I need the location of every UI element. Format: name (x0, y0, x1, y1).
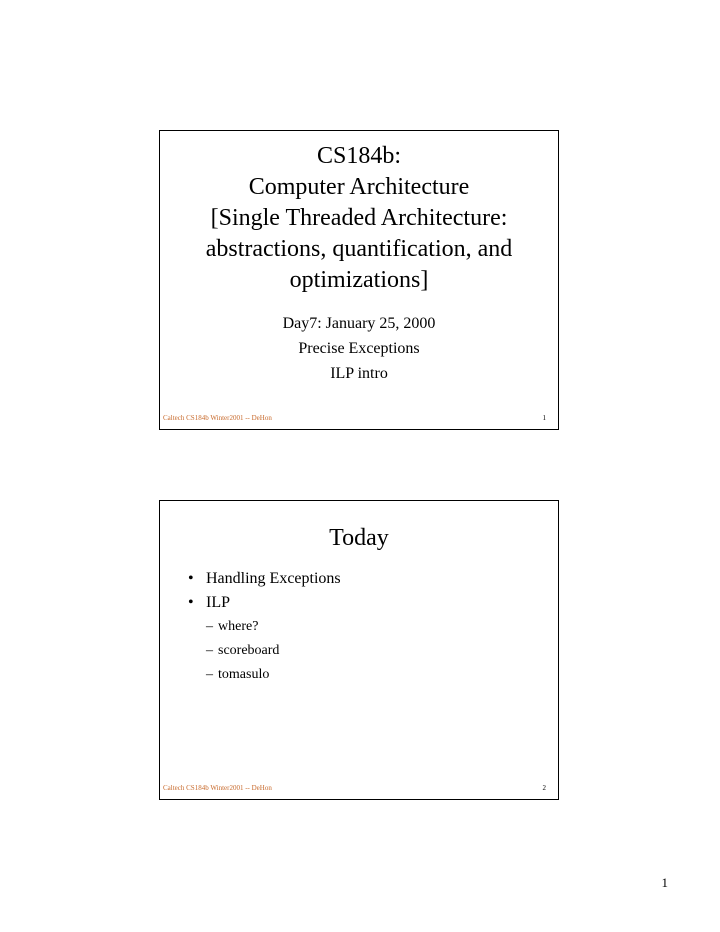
sub-item (206, 663, 341, 687)
title-line: [Single Threaded Architecture: (210, 205, 508, 231)
bullet-marker: • (188, 570, 194, 587)
bullet-text: Handling Exceptions (206, 570, 341, 587)
sub-item (206, 639, 341, 663)
slide-1-title (160, 141, 558, 296)
bullet-item (188, 591, 341, 687)
slide-2 (159, 500, 559, 800)
slide-1 (159, 130, 559, 430)
subtitle-line: Day7: January 25, 2000 (282, 315, 436, 332)
bullet-marker: • (188, 594, 194, 611)
slide-1-subtitle (160, 311, 558, 386)
bullet-text: ILP (206, 594, 230, 611)
slide-2-footer: Caltech CS184b Winter2001 -- DeHon (163, 784, 272, 792)
sub-item (206, 615, 341, 639)
dash-marker: – (206, 619, 213, 634)
sub-list (206, 615, 341, 687)
bullet-list (188, 567, 341, 687)
slide-2-title: Today (329, 525, 389, 551)
sub-text: tomasulo (218, 667, 270, 682)
bullet-item (188, 567, 341, 591)
dash-marker: – (206, 643, 213, 658)
title-line: CS184b: (316, 143, 402, 169)
subtitle-line: ILP intro (330, 365, 388, 382)
subtitle-line: Precise Exceptions (298, 340, 420, 357)
title-line: abstractions, quantification, and (205, 236, 513, 262)
dash-marker: – (206, 667, 213, 682)
title-line: Computer Architecture (248, 174, 470, 200)
page-number: 1 (661, 875, 668, 890)
sub-text: scoreboard (218, 643, 280, 658)
title-line: optimizations] (289, 267, 429, 293)
slide-1-number: 1 (542, 414, 546, 422)
sub-text: where? (218, 619, 259, 634)
slide-2-number: 2 (542, 784, 546, 792)
slide-1-footer: Caltech CS184b Winter2001 -- DeHon (163, 414, 272, 422)
